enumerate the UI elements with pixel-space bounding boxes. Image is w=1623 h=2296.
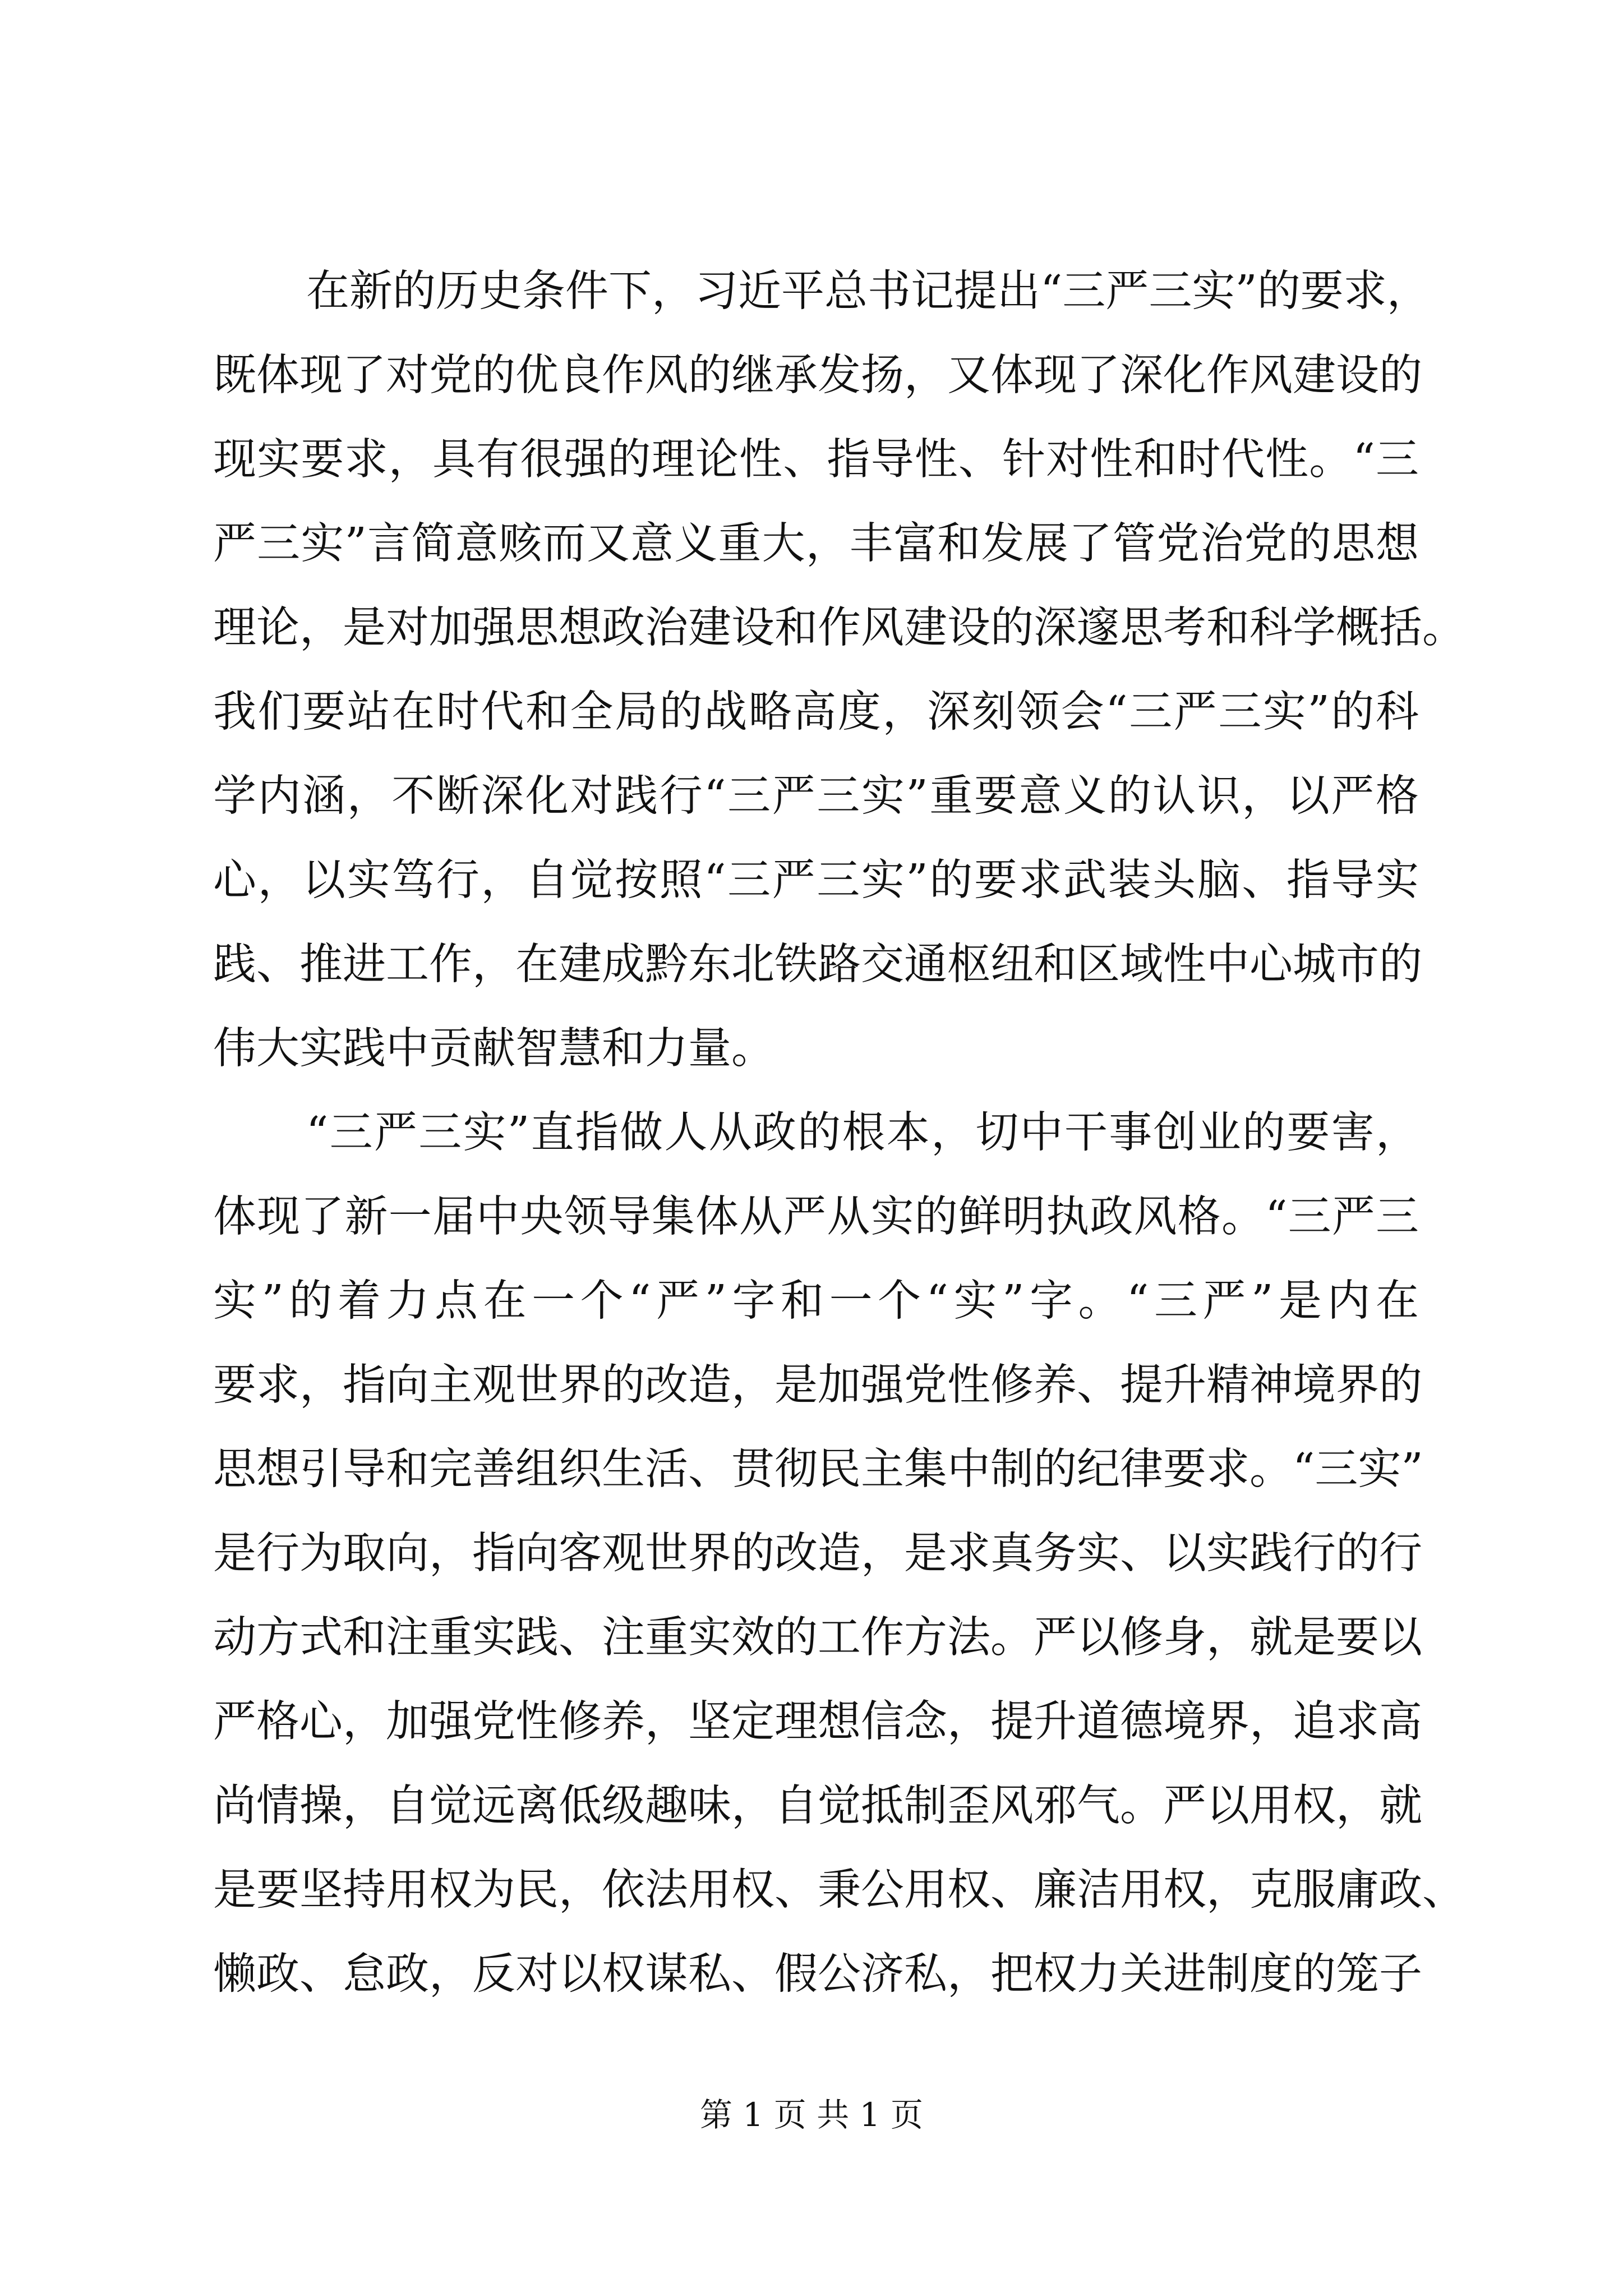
text-line-3: 现实要求，具有很强的理论性、指导性、针对性和时代性。“三 [213,435,1419,485]
text-line-5: 理论，是对加强思想政治建设和作风建设的深邃思考和科学概括。 [213,603,1465,653]
text-line-12: 体现了新一届中央领导集体从严从实的鲜明执政风格。“三严三 [213,1192,1419,1242]
text-line-15: 思想引导和完善组织生活、贯彻民主集中制的纪律要求。“三实” [213,1444,1423,1494]
text-line-4: 严三实”言简意赅而又意义重大，丰富和发展了管党治党的思想 [213,519,1419,569]
text-line-14: 要求，指向主观世界的改造，是加强党性修养、提升精神境界的 [213,1360,1422,1410]
text-line-21: 懒政、怠政，反对以权谋私、假公济私，把权力关进制度的笼子 [213,1949,1422,1999]
text-line-11: “三严三实”直指做人从政的根本，切中干事创业的要害， [306,1108,1419,1158]
text-line-20: 是要坚持用权为民，依法用权、秉公用权、廉洁用权，克服庸政、 [213,1865,1465,1915]
text-line-17: 动方式和注重实践、注重实效的工作方法。严以修身，就是要以 [213,1613,1422,1663]
text-line-7: 学内涵，不断深化对践行“三严三实”重要意义的认识，以严格 [213,771,1419,821]
text-line-18: 严格心，加强党性修养，坚定理想信念，提升道德境界，追求高 [213,1697,1422,1747]
text-line-6: 我们要站在时代和全局的战略高度，深刻领会“三严三实”的科 [213,687,1419,737]
text-line-1: 在新的历史条件下，习近平总书记提出“三严三实”的要求， [306,266,1430,316]
text-line-2: 既体现了对党的优良作风的继承发扬，又体现了深化作风建设的 [213,351,1422,401]
text-line-10: 伟大实践中贡献智慧和力量。 [213,1024,774,1074]
text-line-16: 是行为取向，指向客观世界的改造，是求真务实、以实践行的行 [213,1529,1422,1579]
text-line-8: 心，以实笃行，自觉按照“三严三实”的要求武装头脑、指导实 [213,855,1419,905]
text-line-19: 尚情操，自觉远离低级趣味，自觉抵制歪风邪气。严以用权，就 [213,1781,1422,1831]
page-number-footer: 第 1 页 共 1 页 [700,2096,923,2134]
text-line-9: 践、推进工作，在建成黔东北铁路交通枢纽和区域性中心城市的 [213,940,1422,990]
text-line-13: 实”的着力点在一个“严”字和一个“实”字。“三严”是内在 [213,1276,1419,1326]
